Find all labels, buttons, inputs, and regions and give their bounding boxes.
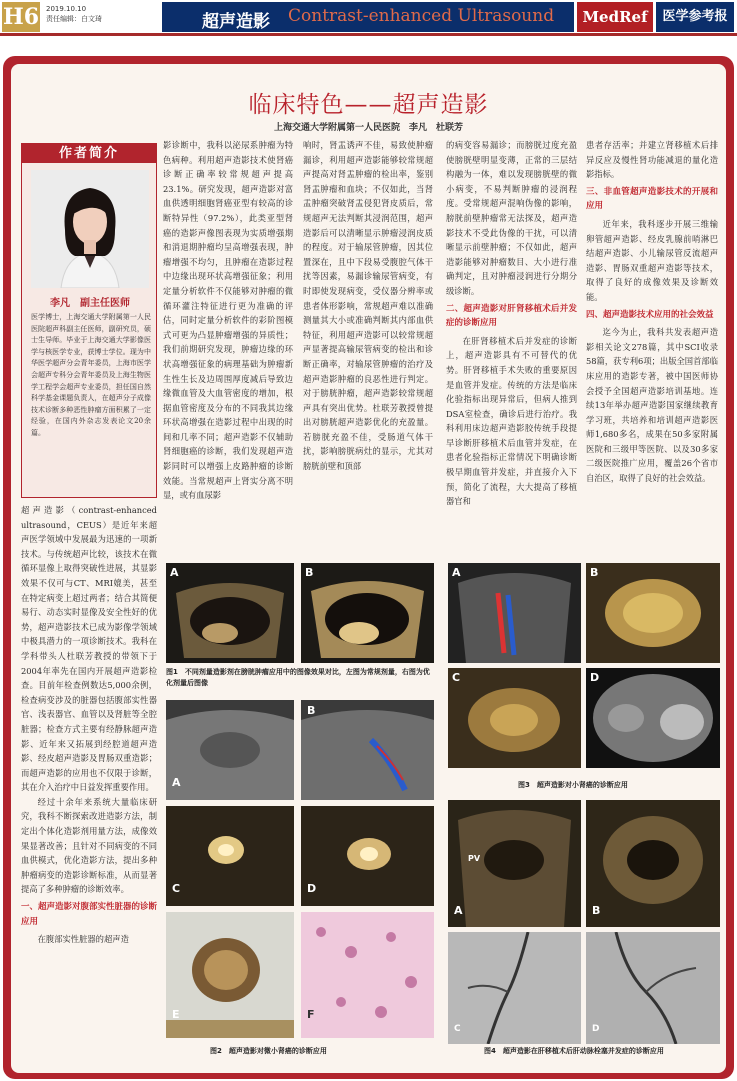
paper-name: 医学参考报 xyxy=(656,2,734,32)
panel-label: B xyxy=(305,566,314,579)
column-5 xyxy=(586,138,718,559)
contrast-image xyxy=(586,563,720,663)
issue-date xyxy=(46,4,102,24)
figure-2d-ultrasound xyxy=(301,806,434,906)
author-box xyxy=(21,143,157,498)
panel-label: B xyxy=(307,704,316,717)
intro-paragraph: 超声造影（contrast-enhanced ultrasound，CEUS）是近年来超声医学领域中发展最为迅速的一项新技术。与传统超声比较，该技术在微循环显像上取得突破性进展，其显影效果不仅可与CT、MRI媲美，甚至在特定病变上超过两者；结合其简便易行、动态实时显像及安全性好的优势，超声造影技术已成为影像学领域中极具潜力的一项诊断技术。我科在学科带头人杜联芳教授的带领下于2004年率先在国内开展超声造影检查。目前年检查例数达5,000余例，检查病变涉及的脏器包括腹部实性器官、浅表器官、血管以及肾脏等全腔脏器；检查方式主要有经静脉超声造影、近年来又拓展到经腔道超声造影、经皮超声造影及胃肠双重造影；而超声造影的应用也不仅限于诊断，其在介入治疗中日益发挥重要作用。 xyxy=(21,505,157,793)
panel-label: B xyxy=(592,904,601,917)
column-3 xyxy=(303,138,433,559)
panel-label: A xyxy=(452,566,461,579)
ultrasound-image xyxy=(301,563,434,663)
paragraph: 患者存活率；并建立肾移植术后排异反应及慢性肾功能减退的量化造影指标。 xyxy=(586,140,718,180)
paragraph: 在腹部实性脏器的超声造 xyxy=(37,934,129,945)
section-title-bar xyxy=(162,2,574,32)
figure-1-caption: 图1 不同剂量造影剂在膀胱肿瘤应用中的图像效果对比，左图为常规剂量，右图为优化剂量后图像 xyxy=(166,668,430,687)
figure-2f-histology xyxy=(301,912,434,1038)
figure-3c-contrast xyxy=(448,668,581,768)
doppler-image xyxy=(448,563,581,663)
figure-3a-doppler xyxy=(448,563,581,663)
author-name: 李凡 副主任医师 xyxy=(50,298,130,309)
section-heading: 一、超声造影对腹部实性脏器的诊断应用 xyxy=(21,902,157,927)
contrast-image xyxy=(301,806,434,906)
histology-image xyxy=(301,912,434,1038)
figure-2a-ultrasound xyxy=(166,700,294,800)
brand-logo: MedRef xyxy=(577,2,653,32)
editor-text: 责任编辑：白文琦 xyxy=(46,15,102,23)
section-title-en: Contrast-enhanced Ultrasound xyxy=(288,6,555,26)
paragraph: 经过十余年来系统大量临床研究，我科不断探索改进造影方法，制定出个体化造影剂用量方法，成像效果显著改善；且针对不同病变的不同血供模式，优化造影方法，提出多种肿瘤病变的造影诊断标准，从而显著提高了多种肿瘤的诊断效率。 xyxy=(21,796,157,895)
paragraph: 响时，肾盂诱声不佳，易致使肿瘤漏诊，利用超声造影能够较常规超声提高对肾盂肿瘤的检出率，鉴别肾盂肿瘤和血块；不仅如此，当肾盂肿瘤突破肾盂侵犯肾皮质后，常规超声无法判断其浸润范围，超声造影后可以清晰显示肿瘤浸润皮质的程度。对于输尿管肿瘤，因其位置深在，且中下段易受腹腔气体干扰等因素，易漏诊输尿管病变，有时即使发现病变，受仪器分辨率或患者体形影响，常规超声难以准确测量其大小或准确判断其内部血供特征，利用超声造影可以较常规超声显著提高输尿管病变的检出和诊断正确率，对输尿管肿瘤的治疗及超声造影肿瘤的良恶性进行判定。对于膀胱肿瘤，超声造影较常规超声具有突出优势。杜联芳教授曾提出对膀胱超声造影优化的充盈量。若膀胱充盈不佳，受肠道气体干扰，影响膀胱病灶的显示，尤其对膀胱前壁和顶部 xyxy=(303,140,433,472)
date-text: 2019.10.10 xyxy=(46,5,87,13)
author-bio: 医学博士，上海交通大学附属第一人民医院超声科副主任医师，副研究员，硕士生导师。毕业于上海交通大学影像医学与核医学专业，获博士学位。现为中华医学超声分会青年委员，上海市医学会超声专科分会青年委员及上海生物医学工程学会超声专业委员，担任国自然科学基金课题负责人，在超声分子成像技术诊断多种恶性肿瘤方面积累了一定经验，在国内外杂志发表论文20余篇。 xyxy=(31,313,151,437)
panel-label: B xyxy=(590,566,599,579)
panel-label: E xyxy=(172,1008,180,1021)
panel-label: D xyxy=(307,882,317,895)
panel-label: A xyxy=(170,566,179,579)
panel-label: A xyxy=(454,904,463,917)
panel-label: D xyxy=(592,1024,600,1034)
paragraph: 迄今为止，我科共发表超声造影相关论文278篇，其中SCI收录58篇，获专利6项；出版全国首部临床应用的造影专著，被中国医师协会授予全国超声造影培训基地。连续13年举办超声造影国家继续教育学习班，共培养和培训超声造影医师1,680多名，成果在50多家附属医院和三级甲等医院、以及30多家二级医院推广应用，覆盖26个省市自治区，取得了良好的社会效益。 xyxy=(586,327,718,484)
section-heading: 三、非血管超声造影技术的开展和应用 xyxy=(586,186,718,212)
author-box-heading: 作者简介 xyxy=(22,144,156,163)
ultrasound-image xyxy=(166,700,294,800)
masthead xyxy=(0,0,737,36)
paragraph: 的病变容易漏诊；而膀胱过度充盈使膀胱壁明显变薄，正常的三层结构融为一体，难以发现膀胱壁的微小病变，不易判断肿瘤的浸润程度。受常规超声混响伪像的影响，膀胱前壁肿瘤常无法探及，超声造影技术不受此伪像的干扰，可以清晰显示前壁肿瘤；不仅如此，超声造影能够对肿瘤数目、大小进行准确判定，且对肿瘤浸润进行分期分级诊断。 xyxy=(446,140,577,296)
figure-4a-ultrasound xyxy=(448,800,581,927)
section-heading: 二、超声造影对肝肾移植术后并发症的诊断应用 xyxy=(446,303,577,329)
article-title: 临床特色——超声造影 xyxy=(248,92,489,118)
paragraph: 近年来，我科逐步开展三维输卵管超声造影、经皮乳腺前哨淋巴结超声造影、小儿输尿管反流超声造影、胃肠双重超声造影等技术，取得了良好的成像效果及诊断效能。 xyxy=(586,218,718,302)
panel-label: C xyxy=(452,671,461,684)
figure-1a-ultrasound xyxy=(166,563,294,663)
section-title-cn: 超声造影 xyxy=(202,12,270,32)
specimen-photo xyxy=(166,912,294,1038)
figure-4b-contrast xyxy=(586,800,720,927)
figure-4c-angiography xyxy=(448,932,581,1044)
figure-3b-contrast xyxy=(586,563,720,663)
ultrasound-image xyxy=(166,563,294,663)
ct-image xyxy=(586,668,720,768)
contrast-image xyxy=(166,806,294,906)
panel-label: C xyxy=(172,882,181,895)
panel-label: A xyxy=(172,776,181,789)
pv-label: PV xyxy=(468,854,481,863)
panel-label: F xyxy=(307,1008,315,1021)
figure-2b-ultrasound xyxy=(301,700,434,800)
figure-2c-ultrasound xyxy=(166,806,294,906)
contrast-image xyxy=(448,668,581,768)
contrast-image xyxy=(586,800,720,927)
figure-4d-angiography xyxy=(586,932,720,1044)
article-byline: 上海交通大学附属第一人民医院 李凡 杜联芳 xyxy=(273,123,463,133)
author-photo xyxy=(31,170,149,288)
figure-4-caption: 图4 超声造影在肝移植术后肝动脉栓塞并发症的诊断应用 xyxy=(484,1047,664,1055)
figure-1b-ultrasound xyxy=(301,563,434,663)
ultrasound-image xyxy=(448,800,581,927)
paragraph: 在肝肾移植术后并发症的诊断上，超声造影具有不可替代的优势。肝肾移植手术失败的重要原因是血管并发症。传统的方法是临床化验指标出现异常后，但病人推到DSA室检查，确诊后进行治疗。我科利用床边超声造影胶传统手段提早诊断肝移植术后血管并发症，在患者化验指标正常情况下明确诊断极早期血管并发症，并直接介入下预，简化了流程，大大提高了移植器官和 xyxy=(446,335,577,507)
page-code: H6 xyxy=(2,4,40,30)
column-4 xyxy=(446,138,577,559)
figure-3d-ct xyxy=(586,668,720,768)
figure-2-caption: 图2 超声造影对微小肾癌的诊断应用 xyxy=(210,1047,327,1055)
paragraph: 影诊断中，我科以泌尿系肿瘤为特色病种。利用超声造影技术使肾癌诊断正确率较常规超声提高23.1%。研究发现，超声造影对富血供透明细胞肾癌亚型有较高的诊断特异性（97.2%），此类亚型肾癌的造影声像图表现为实质增强期和消退期肿瘤均呈高增强表现，肿瘤增强不均匀，且肿瘤在造影过程中边缘出现环状高增强征象；利用定量分析软件不仅能够对肿瘤的微循环灌注特征进行更为准确的评估，同时定量分析软件的彩阶图模式可更为凸显肿瘤增强的异质性；我们前期研究发现，肿瘤边缘的环状高增强征象的病理基础为肿瘤新生性生长及边周围厚度减后导致边缘微血管及大血管密度的增加，根据血管密度及分布的不同我其边缘环状高增强在造影过程中出现的时间和几率不同；超声造影不仅辅助肾细胞癌的诊断，我们发现超声造影同时可以增强上皮路肿瘤的诊断效能。当常规超声上肾实分离不明显，或有血尿影 xyxy=(163,140,293,501)
section-heading: 四、超声造影技术应用的社会效益 xyxy=(586,309,714,320)
panel-label: D xyxy=(590,671,600,684)
doppler-image xyxy=(301,700,434,800)
angiography-image xyxy=(586,932,720,1044)
column-2 xyxy=(163,138,293,559)
figure-3-caption: 图3 超声造影对小肾癌的诊断应用 xyxy=(518,781,628,789)
panel-label: C xyxy=(454,1024,461,1034)
author-portrait xyxy=(31,170,149,288)
figure-2e-specimen xyxy=(166,912,294,1038)
column-1 xyxy=(21,503,157,1065)
angiography-image xyxy=(448,932,581,1044)
